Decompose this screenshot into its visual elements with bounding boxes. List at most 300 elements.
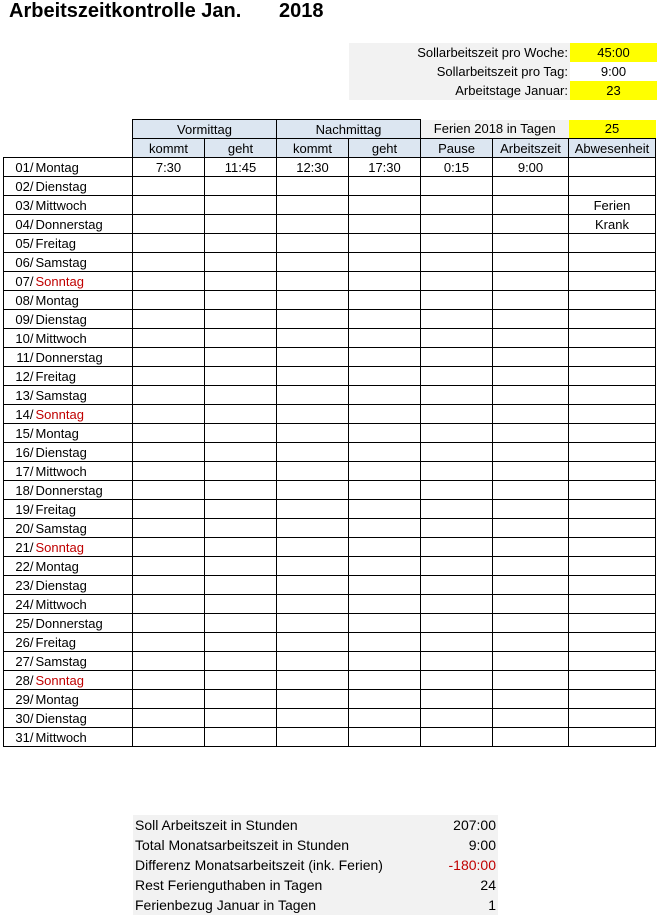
- col-header: Abwesenheit: [569, 139, 656, 158]
- day-number: 25/: [4, 614, 35, 633]
- time-cell[interactable]: [205, 272, 277, 291]
- time-cell[interactable]: [421, 196, 493, 215]
- time-cell[interactable]: [205, 728, 277, 747]
- time-cell[interactable]: [569, 728, 656, 747]
- time-cell[interactable]: [493, 595, 569, 614]
- time-cell[interactable]: [277, 291, 349, 310]
- time-cell[interactable]: [493, 481, 569, 500]
- time-cell[interactable]: [277, 177, 349, 196]
- time-cell[interactable]: [133, 253, 205, 272]
- table-row: [4, 348, 656, 367]
- time-cell[interactable]: [493, 291, 569, 310]
- time-cell[interactable]: [421, 652, 493, 671]
- table-row: [4, 272, 656, 291]
- time-cell[interactable]: [493, 215, 569, 234]
- time-cell[interactable]: [277, 462, 349, 481]
- time-cell[interactable]: [493, 348, 569, 367]
- time-cell[interactable]: [493, 443, 569, 462]
- time-cell[interactable]: [421, 481, 493, 500]
- time-cell[interactable]: [569, 557, 656, 576]
- time-cell[interactable]: [421, 215, 493, 234]
- time-cell[interactable]: [205, 595, 277, 614]
- day-number: 29/: [4, 690, 35, 709]
- time-cell[interactable]: [277, 557, 349, 576]
- time-cell[interactable]: [349, 652, 421, 671]
- time-cell[interactable]: [277, 253, 349, 272]
- time-cell[interactable]: [205, 234, 277, 253]
- time-cell[interactable]: [569, 424, 656, 443]
- time-cell[interactable]: [205, 538, 277, 557]
- time-cell[interactable]: [133, 272, 205, 291]
- time-cell[interactable]: [133, 690, 205, 709]
- day-number: 08/: [4, 291, 35, 310]
- time-cell[interactable]: [133, 519, 205, 538]
- time-cell[interactable]: [133, 196, 205, 215]
- day-name: Donnerstag: [35, 481, 133, 500]
- header-vormittag: Vormittag: [133, 120, 277, 139]
- time-cell[interactable]: [349, 443, 421, 462]
- day-name: Montag: [35, 557, 133, 576]
- summary-label: Soll Arbeitszeit in Stunden: [135, 817, 298, 833]
- table-row: [4, 500, 656, 519]
- time-cell[interactable]: [349, 177, 421, 196]
- time-cell[interactable]: [349, 196, 421, 215]
- time-cell[interactable]: [349, 576, 421, 595]
- day-name: Freitag: [35, 234, 133, 253]
- day-name: Mittwoch: [35, 329, 133, 348]
- time-cell[interactable]: [349, 671, 421, 690]
- time-cell[interactable]: [569, 538, 656, 557]
- time-cell[interactable]: [421, 633, 493, 652]
- time-cell[interactable]: 7:30: [133, 158, 205, 177]
- time-cell[interactable]: [569, 576, 656, 595]
- day-name: Samstag: [35, 519, 133, 538]
- time-cell[interactable]: [493, 633, 569, 652]
- day-number: 14/: [4, 405, 35, 424]
- time-cell[interactable]: [205, 690, 277, 709]
- time-cell[interactable]: [133, 614, 205, 633]
- table-row: [4, 671, 656, 690]
- time-cell[interactable]: [277, 519, 349, 538]
- time-cell[interactable]: [133, 443, 205, 462]
- time-cell[interactable]: [421, 367, 493, 386]
- time-cell[interactable]: [421, 310, 493, 329]
- table-row: [4, 462, 656, 481]
- time-cell[interactable]: [569, 272, 656, 291]
- time-cell[interactable]: [569, 652, 656, 671]
- time-cell[interactable]: [205, 709, 277, 728]
- table-row: [4, 538, 656, 557]
- time-cell[interactable]: [569, 348, 656, 367]
- time-cell[interactable]: [205, 500, 277, 519]
- time-cell[interactable]: [349, 215, 421, 234]
- day-name: Freitag: [35, 633, 133, 652]
- time-cell[interactable]: [349, 272, 421, 291]
- time-cell[interactable]: [277, 367, 349, 386]
- time-cell[interactable]: [349, 329, 421, 348]
- time-cell[interactable]: [569, 367, 656, 386]
- time-cell[interactable]: [493, 234, 569, 253]
- day-number: 30/: [4, 709, 35, 728]
- time-cell[interactable]: [277, 348, 349, 367]
- time-cell[interactable]: [421, 253, 493, 272]
- time-cell[interactable]: [205, 310, 277, 329]
- time-cell[interactable]: [421, 709, 493, 728]
- day-number: 20/: [4, 519, 35, 538]
- target-row: [349, 81, 657, 100]
- day-name: Mittwoch: [35, 595, 133, 614]
- time-cell[interactable]: [493, 272, 569, 291]
- table-row: [4, 386, 656, 405]
- time-cell[interactable]: [569, 177, 656, 196]
- time-cell[interactable]: [205, 633, 277, 652]
- time-cell[interactable]: [569, 253, 656, 272]
- time-cell[interactable]: [133, 424, 205, 443]
- day-name: Dienstag: [35, 709, 133, 728]
- time-cell[interactable]: [421, 462, 493, 481]
- table-row: [4, 557, 656, 576]
- day-number: 12/: [4, 367, 35, 386]
- time-cell[interactable]: [205, 671, 277, 690]
- time-cell[interactable]: [277, 386, 349, 405]
- time-cell[interactable]: [133, 405, 205, 424]
- time-cell[interactable]: [277, 234, 349, 253]
- col-header: geht: [349, 139, 421, 158]
- target-value[interactable]: 23: [570, 81, 657, 100]
- col-header: geht: [205, 139, 277, 158]
- day-number: 26/: [4, 633, 35, 652]
- time-cell[interactable]: [277, 576, 349, 595]
- title-text: Arbeitszeitkontrolle Jan.: [9, 0, 242, 22]
- table-row: [4, 424, 656, 443]
- time-cell[interactable]: [349, 234, 421, 253]
- time-cell[interactable]: [493, 196, 569, 215]
- time-cell[interactable]: [349, 405, 421, 424]
- table-row: [4, 519, 656, 538]
- time-cell[interactable]: [421, 272, 493, 291]
- time-cell[interactable]: 0:15: [421, 158, 493, 177]
- time-cell[interactable]: [569, 709, 656, 728]
- time-cell[interactable]: [349, 519, 421, 538]
- time-cell[interactable]: [277, 424, 349, 443]
- header-ferien-value[interactable]: 25: [569, 120, 656, 139]
- time-cell[interactable]: [205, 177, 277, 196]
- day-number: 23/: [4, 576, 35, 595]
- time-cell[interactable]: [493, 538, 569, 557]
- table-row: [4, 481, 656, 500]
- time-cell[interactable]: [493, 519, 569, 538]
- time-cell[interactable]: [277, 500, 349, 519]
- time-cell[interactable]: [349, 386, 421, 405]
- time-cell[interactable]: [277, 595, 349, 614]
- day-name: Sonntag: [35, 272, 133, 291]
- time-cell[interactable]: [133, 500, 205, 519]
- table-row: [4, 177, 656, 196]
- time-cell[interactable]: [493, 557, 569, 576]
- time-cell[interactable]: [133, 652, 205, 671]
- day-name: Sonntag: [35, 538, 133, 557]
- day-number: 31/: [4, 728, 35, 747]
- day-name: Dienstag: [35, 310, 133, 329]
- time-cell[interactable]: [493, 424, 569, 443]
- time-cell[interactable]: 11:45: [205, 158, 277, 177]
- time-cell[interactable]: [133, 329, 205, 348]
- table-row: [4, 652, 656, 671]
- time-cell[interactable]: [493, 329, 569, 348]
- summary-value: 1: [488, 897, 496, 913]
- time-cell[interactable]: [349, 500, 421, 519]
- time-cell[interactable]: [277, 272, 349, 291]
- day-name: Donnerstag: [35, 215, 133, 234]
- time-cell[interactable]: [277, 538, 349, 557]
- day-number: 24/: [4, 595, 35, 614]
- day-number: 21/: [4, 538, 35, 557]
- day-number: 19/: [4, 500, 35, 519]
- time-cell[interactable]: [205, 481, 277, 500]
- time-cell[interactable]: [205, 443, 277, 462]
- day-name: Donnerstag: [35, 614, 133, 633]
- time-cell[interactable]: [493, 728, 569, 747]
- time-cell[interactable]: [133, 177, 205, 196]
- time-cell[interactable]: [421, 329, 493, 348]
- time-cell[interactable]: [569, 595, 656, 614]
- time-cell[interactable]: [569, 310, 656, 329]
- time-cell[interactable]: [421, 614, 493, 633]
- time-cell[interactable]: [349, 690, 421, 709]
- time-cell[interactable]: [493, 310, 569, 329]
- time-cell[interactable]: [421, 557, 493, 576]
- target-value[interactable]: 45:00: [570, 43, 657, 62]
- time-cell[interactable]: [493, 386, 569, 405]
- time-cell[interactable]: [133, 576, 205, 595]
- table-row: [4, 709, 656, 728]
- time-cell[interactable]: [421, 500, 493, 519]
- time-cell[interactable]: [205, 462, 277, 481]
- day-number: 15/: [4, 424, 35, 443]
- time-cell[interactable]: [349, 424, 421, 443]
- time-cell[interactable]: [205, 367, 277, 386]
- table-row: [4, 291, 656, 310]
- time-cell[interactable]: [205, 576, 277, 595]
- time-cell[interactable]: [277, 652, 349, 671]
- day-number: 01/: [4, 158, 35, 177]
- time-cell[interactable]: [349, 348, 421, 367]
- time-cell[interactable]: [421, 690, 493, 709]
- time-cell[interactable]: [349, 595, 421, 614]
- time-cell[interactable]: [493, 462, 569, 481]
- day-number: 18/: [4, 481, 35, 500]
- summary-row: [133, 855, 498, 875]
- time-cell[interactable]: [493, 690, 569, 709]
- time-cell[interactable]: [349, 291, 421, 310]
- time-cell[interactable]: [277, 481, 349, 500]
- time-cell[interactable]: [421, 348, 493, 367]
- time-cell[interactable]: [133, 728, 205, 747]
- target-row: [349, 43, 657, 62]
- table-row: [4, 405, 656, 424]
- day-name: Freitag: [35, 500, 133, 519]
- time-cell[interactable]: [133, 557, 205, 576]
- day-name: Sonntag: [35, 671, 133, 690]
- time-cell[interactable]: [421, 443, 493, 462]
- time-cell[interactable]: [569, 158, 656, 177]
- time-cell[interactable]: [133, 291, 205, 310]
- time-cell[interactable]: [133, 709, 205, 728]
- table-row: [4, 614, 656, 633]
- time-cell[interactable]: [133, 234, 205, 253]
- time-cell[interactable]: [569, 614, 656, 633]
- time-cell[interactable]: [133, 386, 205, 405]
- time-cell[interactable]: [569, 234, 656, 253]
- time-cell[interactable]: [493, 614, 569, 633]
- time-cell[interactable]: [205, 519, 277, 538]
- target-label: Sollarbeitszeit pro Woche:: [349, 43, 570, 62]
- time-cell[interactable]: [277, 329, 349, 348]
- time-cell[interactable]: [569, 291, 656, 310]
- time-cell[interactable]: [133, 310, 205, 329]
- time-cell[interactable]: [205, 291, 277, 310]
- time-cell[interactable]: [205, 424, 277, 443]
- time-cell[interactable]: [569, 386, 656, 405]
- time-cell[interactable]: [493, 709, 569, 728]
- table-row: [4, 576, 656, 595]
- table-row: [4, 329, 656, 348]
- time-cell[interactable]: [349, 557, 421, 576]
- time-cell[interactable]: [133, 671, 205, 690]
- time-cell[interactable]: [493, 652, 569, 671]
- summary-label: Differenz Monatsarbeitszeit (ink. Ferien): [135, 857, 383, 873]
- day-number: 10/: [4, 329, 35, 348]
- time-cell[interactable]: [421, 405, 493, 424]
- time-cell[interactable]: [493, 405, 569, 424]
- time-cell[interactable]: [493, 177, 569, 196]
- time-cell[interactable]: [569, 671, 656, 690]
- time-cell[interactable]: [349, 462, 421, 481]
- time-cell[interactable]: [569, 462, 656, 481]
- time-cell[interactable]: [349, 538, 421, 557]
- time-cell[interactable]: [421, 291, 493, 310]
- time-cell[interactable]: [569, 519, 656, 538]
- time-cell[interactable]: [277, 633, 349, 652]
- time-cell[interactable]: [205, 215, 277, 234]
- time-cell[interactable]: [493, 671, 569, 690]
- time-cell[interactable]: [133, 595, 205, 614]
- time-cell[interactable]: [349, 310, 421, 329]
- time-cell[interactable]: [205, 253, 277, 272]
- time-cell[interactable]: [205, 614, 277, 633]
- time-cell[interactable]: [205, 405, 277, 424]
- time-cell[interactable]: [421, 234, 493, 253]
- time-cell[interactable]: [277, 310, 349, 329]
- time-cell[interactable]: [349, 481, 421, 500]
- time-cell[interactable]: [277, 690, 349, 709]
- time-cell[interactable]: [349, 367, 421, 386]
- time-cell[interactable]: [205, 329, 277, 348]
- day-number: 04/: [4, 215, 35, 234]
- time-cell[interactable]: [569, 405, 656, 424]
- time-cell[interactable]: [421, 424, 493, 443]
- day-name: Freitag: [35, 367, 133, 386]
- time-cell[interactable]: [421, 595, 493, 614]
- time-cell[interactable]: [493, 253, 569, 272]
- time-cell[interactable]: [569, 690, 656, 709]
- time-cell[interactable]: [493, 367, 569, 386]
- day-name: Montag: [35, 424, 133, 443]
- table-row: [4, 595, 656, 614]
- time-cell[interactable]: [421, 386, 493, 405]
- time-cell[interactable]: 12:30: [277, 158, 349, 177]
- table-row: [4, 158, 656, 177]
- time-cell[interactable]: [349, 633, 421, 652]
- time-cell[interactable]: 17:30: [349, 158, 421, 177]
- time-cell[interactable]: [277, 671, 349, 690]
- col-header: kommt: [133, 139, 205, 158]
- time-cell[interactable]: [493, 576, 569, 595]
- time-cell[interactable]: [133, 348, 205, 367]
- time-cell[interactable]: [133, 215, 205, 234]
- day-number: 22/: [4, 557, 35, 576]
- time-cell[interactable]: [569, 481, 656, 500]
- time-cell[interactable]: [569, 329, 656, 348]
- time-cell[interactable]: [277, 443, 349, 462]
- time-cell[interactable]: [349, 728, 421, 747]
- day-name: Montag: [35, 291, 133, 310]
- time-cell[interactable]: [349, 614, 421, 633]
- time-cell[interactable]: [277, 215, 349, 234]
- time-cell[interactable]: Ferien: [569, 196, 656, 215]
- time-cell[interactable]: [133, 633, 205, 652]
- header-nachmittag: Nachmittag: [277, 120, 421, 139]
- time-cell[interactable]: [133, 481, 205, 500]
- time-cell[interactable]: [133, 462, 205, 481]
- table-row: [4, 690, 656, 709]
- target-label: Arbeitstage Januar:: [349, 81, 570, 100]
- time-cell[interactable]: [421, 177, 493, 196]
- time-cell[interactable]: [205, 196, 277, 215]
- time-cell[interactable]: [133, 367, 205, 386]
- time-cell[interactable]: Krank: [569, 215, 656, 234]
- summary-row: [133, 835, 498, 855]
- time-cell[interactable]: [421, 576, 493, 595]
- time-cell[interactable]: [205, 557, 277, 576]
- time-cell[interactable]: [349, 253, 421, 272]
- time-cell[interactable]: [277, 728, 349, 747]
- time-cell[interactable]: [421, 728, 493, 747]
- time-cell[interactable]: [493, 500, 569, 519]
- time-cell[interactable]: [569, 633, 656, 652]
- time-cell[interactable]: [569, 500, 656, 519]
- time-cell[interactable]: [133, 538, 205, 557]
- time-cell[interactable]: [277, 709, 349, 728]
- time-cell[interactable]: [277, 405, 349, 424]
- time-cell[interactable]: [277, 614, 349, 633]
- time-cell[interactable]: [421, 519, 493, 538]
- target-value[interactable]: 9:00: [570, 62, 657, 81]
- time-cell[interactable]: [421, 538, 493, 557]
- time-cell[interactable]: [205, 386, 277, 405]
- summary-value: 24: [480, 877, 496, 893]
- time-cell[interactable]: [349, 709, 421, 728]
- time-cell[interactable]: [421, 671, 493, 690]
- day-name: Dienstag: [35, 177, 133, 196]
- time-cell[interactable]: [277, 196, 349, 215]
- time-cell[interactable]: [569, 443, 656, 462]
- time-cell[interactable]: 9:00: [493, 158, 569, 177]
- time-cell[interactable]: [205, 652, 277, 671]
- day-number: 09/: [4, 310, 35, 329]
- time-cell[interactable]: [205, 348, 277, 367]
- col-header: Arbeitszeit: [493, 139, 569, 158]
